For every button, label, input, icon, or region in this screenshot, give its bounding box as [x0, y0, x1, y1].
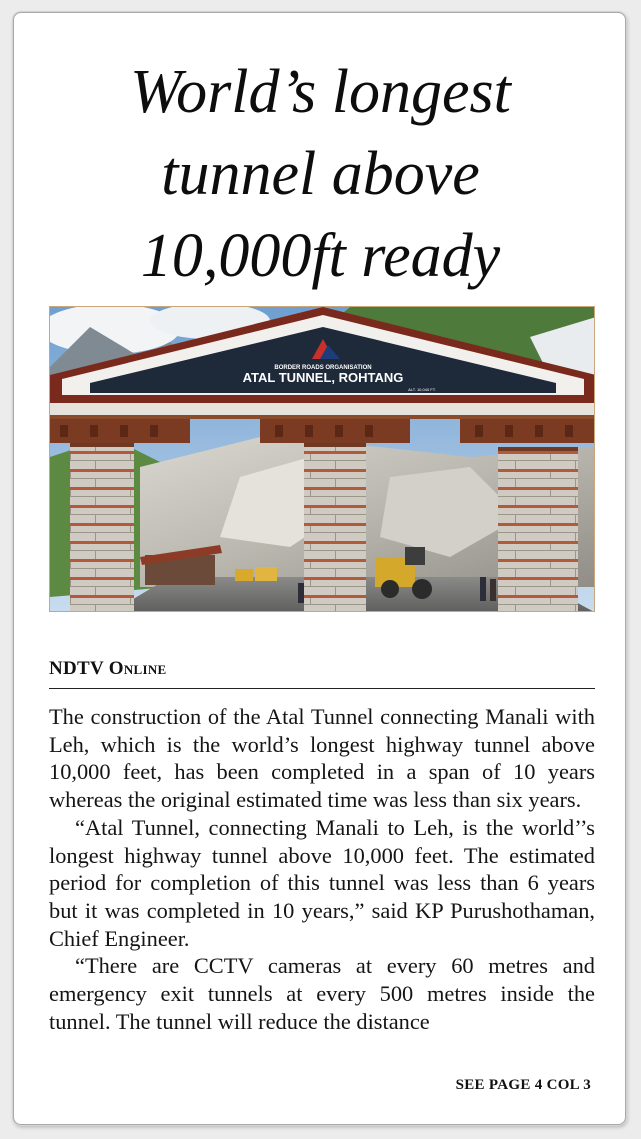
sign-altitude-text: ALT. 10,040 FT.: [408, 387, 436, 392]
tunnel-entrance-photo: [49, 306, 595, 612]
sign-main-text: ATAL TUNNEL, ROHTANG: [242, 370, 404, 385]
headline-line-2: tunnel above: [161, 140, 480, 208]
byline-source: NDTV Online: [49, 659, 595, 689]
headline-line-3: 10,000ft ready: [140, 222, 501, 290]
headline-line-1: World’s longest: [130, 58, 511, 126]
headline: [14, 51, 627, 297]
article-paragraph-1: The construction of the Atal Tunnel connecting Manali with Leh, which is the world’s longest highway tunnel above 10,000 feet, has been completed in a span of 10 years whereas the original estimated time was less than six years.: [49, 704, 595, 813]
article-paragraph-3: “There are CCTV cameras at every 60 metres and emergency exit tunnels at every 500 metres inside the tunnel. The tunnel will reduce the distance: [49, 953, 595, 1034]
sign-org-text: BORDER ROADS ORGANISATION: [274, 365, 372, 371]
continued-on-page-label: SEE PAGE 4 COL 3: [455, 1077, 591, 1093]
news-clipping-card: [13, 12, 626, 1125]
article-paragraph-2: “Atal Tunnel, connecting Manali to Leh, is the world’’s longest highway tunnel above 10,000 feet. The estimated period for completion of this tunnel was less than 6 years but it was completed in 10 years,” said KP Purushothaman, Chief Engineer.: [49, 814, 595, 951]
article-body: [49, 703, 595, 1035]
